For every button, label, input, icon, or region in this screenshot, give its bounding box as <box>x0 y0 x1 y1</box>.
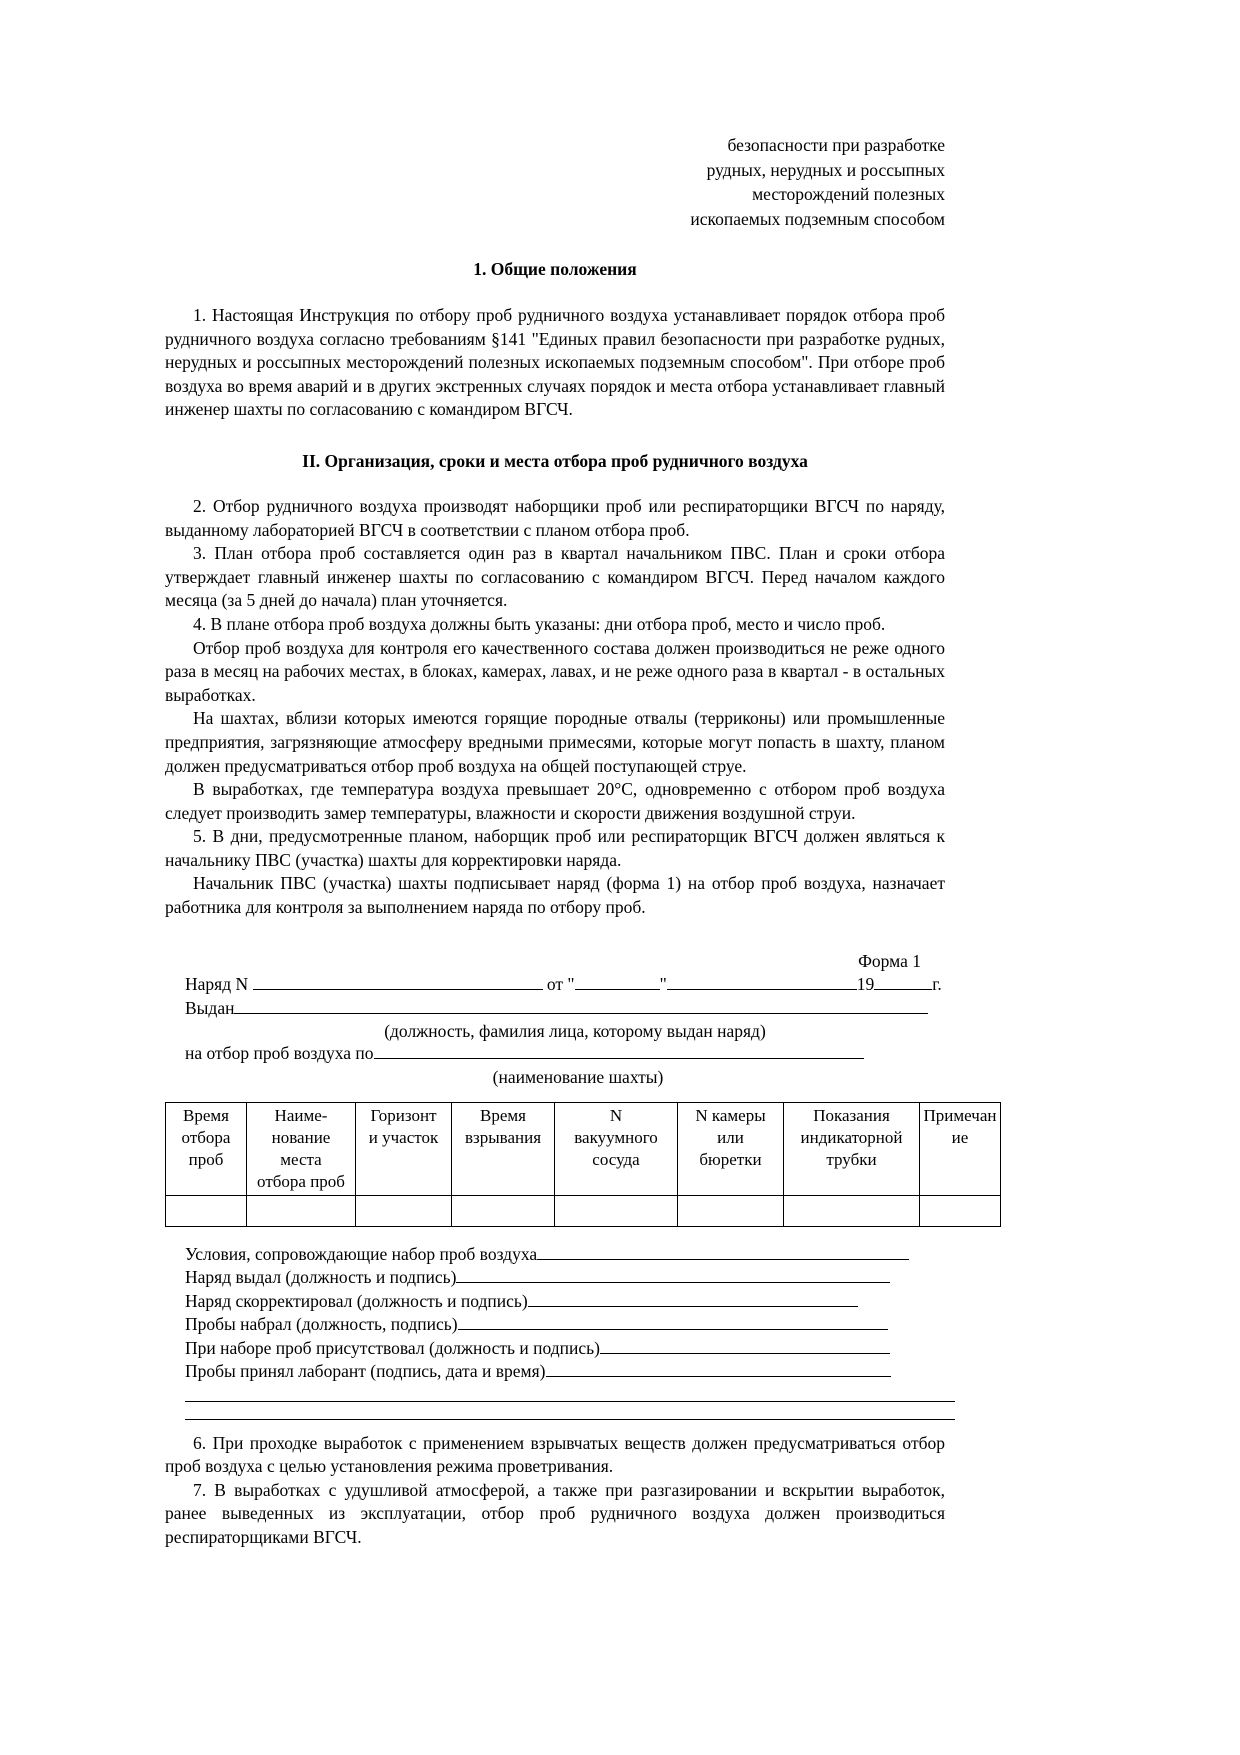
signature-blank-accepted[interactable] <box>546 1362 891 1377</box>
cell-horizon-area[interactable] <box>356 1195 452 1226</box>
section-2-paragraph-2: 3. План отбора проб составляется один раз в квартал начальником ПВС. План и сроки отбора утверждает главный инженер шахты по согласованию с командиром ВГСЧ. Перед началом каждого месяца (за 5 дней до начала) план уточняется. <box>165 543 945 611</box>
cell-time-sample[interactable] <box>166 1195 247 1226</box>
cell-blast-time[interactable] <box>452 1195 555 1226</box>
na-otbor-label: на отбор проб воздуха по <box>185 1043 374 1064</box>
signature-line-accepted <box>165 1360 945 1384</box>
signature-blank-conditions[interactable] <box>537 1244 909 1259</box>
table-col-time-sample: Время отбора проб <box>166 1102 247 1195</box>
vydan-label: Выдан <box>185 997 235 1018</box>
na-otbor-line <box>165 1042 945 1066</box>
cell-chamber-burette[interactable] <box>678 1195 784 1226</box>
section-2-paragraph-4: Отбор проб воздуха для контроля его качественного состава должен производиться не реже одного раза в месяц на рабочих местах, в блоках, камерах, лавах, и не реже одного раза в квартал - в остальных выработках. <box>165 637 945 705</box>
signature-label-corrected: Наряд скорректировал (должность и подпись) <box>185 1290 528 1311</box>
header-line-2: рудных, нерудных и россыпных <box>706 159 945 180</box>
table-col-blast-time: Время взрывания <box>452 1102 555 1195</box>
naryad-table <box>165 1102 1001 1227</box>
vydan-line <box>165 997 945 1021</box>
signature-label-conditions: Условия, сопровождающие набор проб воздуха <box>185 1243 538 1264</box>
signature-label-accepted: Пробы принял лаборант (подпись, дата и время) <box>185 1361 546 1382</box>
table-col-chamber-burette: N камеры или бюретки <box>678 1102 784 1195</box>
section-2-paragraph-6: В выработках, где температура воздуха превышает 20°С, одновременно с отбором проб воздуха следует производить замер температуры, влажности и скорости движения воздушной струи. <box>165 779 945 823</box>
vydan-blank[interactable] <box>234 998 928 1013</box>
table-col-note: Примечан ие <box>920 1102 1001 1195</box>
cell-note[interactable] <box>920 1195 1001 1226</box>
section-2-heading: II. Организация, сроки и места отбора проб рудничного воздуха <box>302 450 808 471</box>
signature-label-issued: Наряд выдал (должность и подпись) <box>185 1267 457 1288</box>
extra-blank-line-2[interactable] <box>185 1402 955 1420</box>
signature-blank-collected[interactable] <box>458 1315 888 1330</box>
year-suffix: г. <box>932 974 942 995</box>
section-1-heading: 1. Общие положения <box>473 259 637 279</box>
section-1-paragraph-1: 1. Настоящая Инструкция по отбору проб рудничного воздуха устанавливает порядок отбора проб рудничного воздуха согласно требованиям §141 "Единых правил безопасности при разработке рудных, нерудных и россыпных месторождений полезных ископаемых подземным способом". При отборе проб воздуха во время аварий и в других экстренных случаях порядок и места отбора устанавливает главный инженер шахты по согласованию с командиром ВГСЧ. <box>165 305 945 420</box>
year-prefix: 19 <box>856 974 875 995</box>
section-2-paragraph-8: Начальник ПВС (участка) шахты подписывает наряд (форма 1) на отбор проб воздуха, назначает работника для контроля за выполнением наряда по отбору проб. <box>165 873 945 918</box>
header-line-3: месторождений полезных <box>752 184 945 204</box>
table-header-row <box>166 1102 1001 1195</box>
document-page <box>165 0 997 1550</box>
signature-line-collected <box>165 1313 945 1337</box>
header-line-1: безопасности при разработке <box>727 135 945 155</box>
ot-label: от " <box>546 974 575 995</box>
cell-place-name[interactable] <box>247 1195 356 1226</box>
signature-blank-corrected[interactable] <box>528 1291 858 1306</box>
section-2-paragraph-3: 4. В плане отбора проб воздуха должны быть указаны: дни отбора проб, место и число проб. <box>193 613 886 634</box>
section-2-paragraph-1: 2. Отбор рудничного воздуха производят наборщики проб или респираторщики ВГСЧ по наряду, выданному лабораторией ВГСЧ в соответствии с планом отбора проб. <box>165 495 945 540</box>
signature-blank-issued[interactable] <box>456 1268 890 1283</box>
naryad-label: Наряд N <box>185 974 249 995</box>
document-header <box>165 133 945 231</box>
tail-paragraph-6: 6. При проходке выработок с применением взрывчатых веществ должен предусматриваться отбор проб воздуха с целью установления режима проветривания. <box>165 1432 945 1477</box>
header-line-4: ископаемых подземным способом <box>690 208 945 229</box>
cell-vacuum-vessel[interactable] <box>555 1195 678 1226</box>
table-row <box>166 1195 1001 1226</box>
naryad-number-blank[interactable] <box>253 975 543 990</box>
quote-close: " <box>659 974 667 995</box>
signature-line-corrected <box>165 1290 945 1314</box>
caption-mine: (наименование шахты) <box>492 1066 664 1087</box>
table-col-vacuum-vessel: N вакуумного сосуда <box>555 1102 678 1195</box>
table-col-place-name: Наиме- нование места отбора проб <box>247 1102 356 1195</box>
table-col-horizon-area: Горизонт и участок <box>356 1102 452 1195</box>
caption-position: (должность, фамилия лица, которому выдан наряд) <box>384 1021 766 1042</box>
cell-indicator-tube[interactable] <box>784 1195 920 1226</box>
signature-blank-present[interactable] <box>600 1338 890 1353</box>
na-otbor-blank[interactable] <box>374 1044 864 1059</box>
signature-block <box>165 1243 945 1420</box>
year-blank[interactable] <box>874 975 932 990</box>
form-1-block <box>165 950 997 1420</box>
table-col-indicator-tube: Показания индикаторной трубки <box>784 1102 920 1195</box>
section-2-paragraph-5: На шахтах, вблизи которых имеются горящие породные отвалы (терриконы) или промышленные предприятия, загрязняющие атмосферу вредными примесями, которые могут попасть в шахту, планом должен предусматриваться отбор проб воздуха на общей поступающей струе. <box>165 708 945 776</box>
extra-blank-line-1[interactable] <box>185 1384 955 1402</box>
signature-line-conditions <box>165 1243 945 1267</box>
signature-line-present <box>165 1337 945 1361</box>
naryad-number-line <box>165 973 945 997</box>
signature-label-present: При наборе проб присутствовал (должность и подпись) <box>185 1337 600 1358</box>
day-blank[interactable] <box>575 975 660 990</box>
signature-label-collected: Пробы набрал (должность, подпись) <box>185 1314 458 1335</box>
form-number-label: Форма 1 <box>858 950 921 971</box>
signature-line-issued <box>165 1266 945 1290</box>
section-2-paragraph-7: 5. В дни, предусмотренные планом, наборщик проб или респираторщик ВГСЧ должен являться к начальнику ПВС (участка) шахты для корректировки наряда. <box>165 826 945 870</box>
month-blank[interactable] <box>667 975 857 990</box>
tail-paragraph-7: 7. В выработках с удушливой атмосферой, а также при разгазировании и вскрытии выработок, ранее выведенных из эксплуатации, отбор проб рудничного воздуха должен производиться респираторщиками ВГСЧ. <box>165 1479 945 1548</box>
tail-paragraphs <box>165 1432 945 1550</box>
